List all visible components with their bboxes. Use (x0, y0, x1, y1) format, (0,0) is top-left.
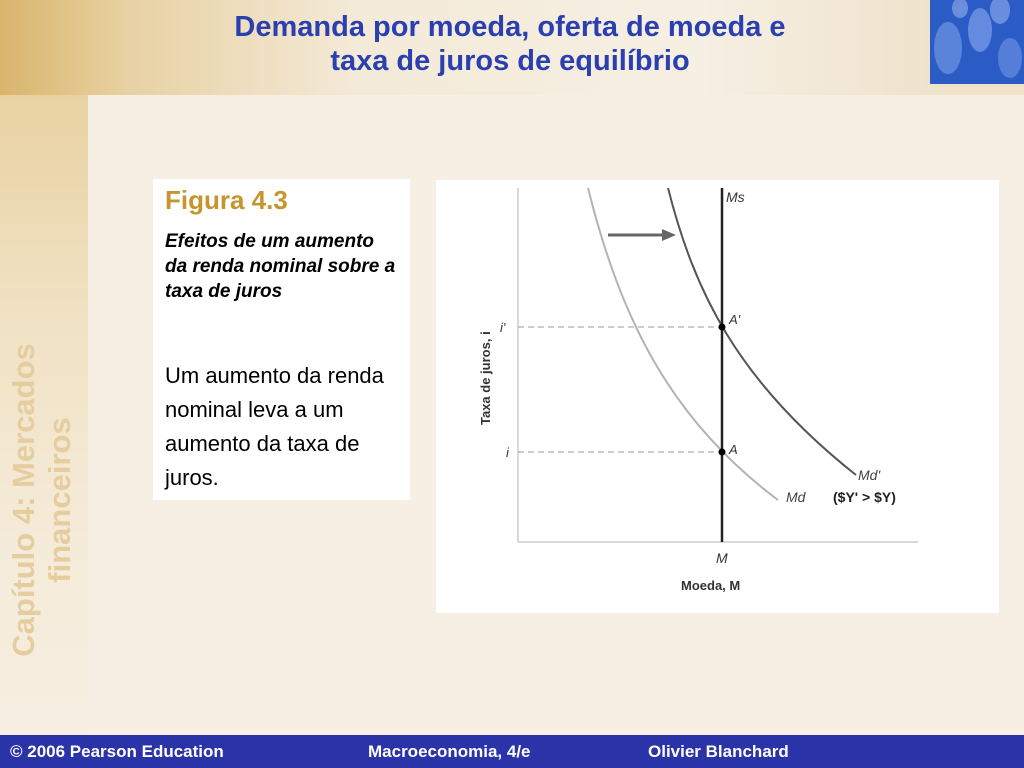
shift-arrow-icon (662, 229, 676, 241)
chapter-side-title-line-2: financeiros (42, 417, 77, 583)
diagram-svg (436, 180, 999, 613)
y-tick-i: i (506, 445, 509, 460)
equilibrium-point-a-prime (719, 324, 726, 331)
corner-logo-decoration (930, 0, 1024, 84)
footer-bar (0, 735, 1024, 768)
chapter-side-title-line-1: Capítulo 4: Mercados (6, 343, 41, 657)
footer-book: Macroeconomia, 4/e (368, 742, 531, 761)
footer-author: Olivier Blanchard (648, 742, 789, 761)
slide-title (120, 10, 900, 78)
demand-new-condition: ($Y' > $Y) (833, 489, 896, 505)
slide-title-line-1: Demanda por moeda, oferta de moeda e (234, 11, 786, 43)
money-demand-new-curve (668, 188, 856, 475)
supply-label: Ms (726, 189, 745, 205)
equilibrium-point-a (719, 449, 726, 456)
figure-subtitle: Efeitos de um aumento da renda nominal sobre a taxa de juros (165, 231, 396, 302)
figure-description: Um aumento da renda nominal leva a um aumento da taxa de juros. (165, 363, 384, 490)
y-tick-i-prime: i' (500, 320, 506, 335)
demand-label: Md (786, 489, 806, 505)
footer-copyright: © 2006 Pearson Education (10, 742, 224, 761)
x-tick-m: M (716, 550, 728, 566)
x-axis-label: Moeda, M (681, 578, 741, 593)
money-market-diagram (436, 180, 999, 613)
demand-new-label: Md' (858, 467, 881, 483)
chapter-side-title (6, 300, 78, 700)
slide-title-line-2: taxa de juros de equilíbrio (330, 45, 690, 77)
point-a-label: A (729, 442, 738, 457)
figure-label: Figura 4.3 (165, 185, 288, 215)
y-axis-label: Taxa de juros, i (478, 331, 493, 425)
figure-caption-box (153, 179, 410, 500)
point-a-prime-label: A' (729, 312, 741, 327)
